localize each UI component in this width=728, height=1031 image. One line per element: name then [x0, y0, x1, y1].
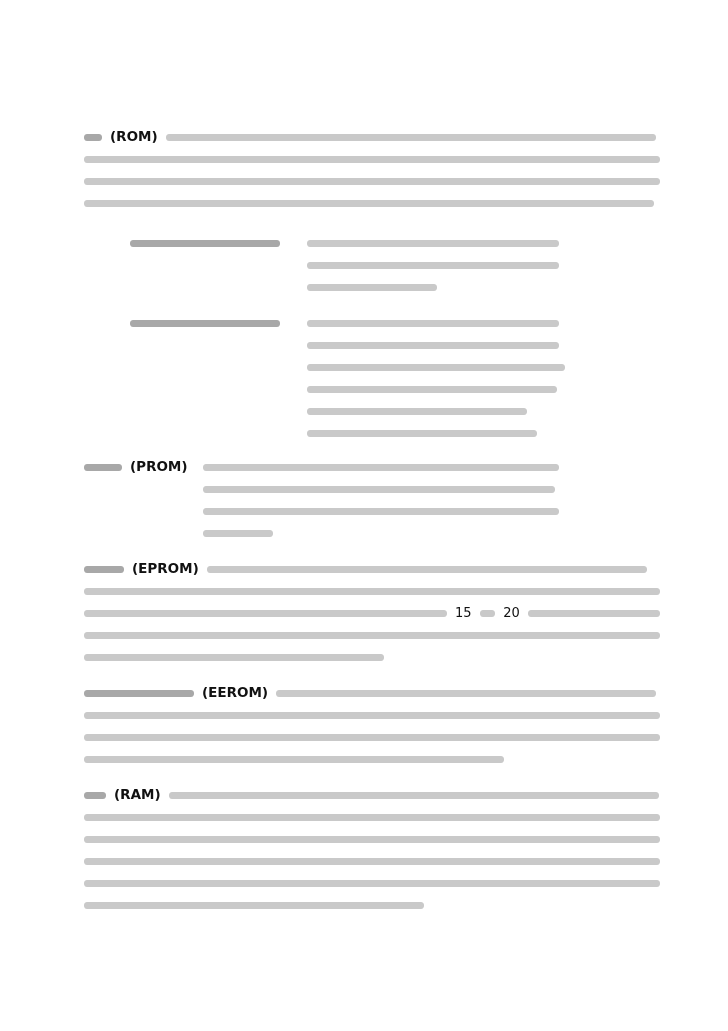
text-line	[203, 500, 563, 522]
text-line	[307, 400, 567, 422]
text-line	[84, 624, 660, 646]
sub-item-b-text	[307, 312, 567, 444]
text-line	[84, 170, 660, 192]
rom-term: (ROM)	[110, 129, 158, 145]
text-line	[307, 356, 567, 378]
text-line	[84, 850, 660, 872]
text-line	[203, 522, 563, 544]
text-line	[307, 378, 567, 400]
text-line	[84, 704, 660, 726]
text-line	[203, 456, 563, 478]
text-line	[307, 276, 567, 298]
text-line	[307, 254, 567, 276]
prom-heading	[84, 456, 204, 478]
text-line	[84, 148, 660, 170]
text-line	[84, 894, 660, 916]
sub-item-a-text	[307, 232, 567, 298]
text-line	[307, 334, 567, 356]
text-line	[84, 646, 660, 668]
eprom-paragraph	[84, 558, 660, 668]
text-line	[84, 558, 660, 580]
text-line	[307, 312, 567, 334]
text-line	[130, 312, 290, 334]
text-line	[130, 232, 290, 254]
text-line	[307, 232, 567, 254]
text-line	[84, 806, 660, 828]
sub-item-b-label	[130, 312, 290, 334]
sub-item-a-label	[130, 232, 290, 254]
rom-paragraph	[84, 126, 660, 214]
text-line	[84, 828, 660, 850]
text-line	[84, 784, 660, 806]
text-line	[84, 682, 660, 704]
prom-text	[203, 456, 563, 544]
eerom-term: (EEROM)	[202, 685, 269, 701]
eprom-term: (EPROM)	[132, 561, 199, 577]
text-line	[84, 726, 660, 748]
text-line	[84, 580, 660, 602]
ram-term: (RAM)	[114, 787, 161, 803]
text-line	[84, 602, 660, 624]
eprom-number-15: 15	[454, 605, 472, 621]
text-line	[203, 478, 563, 500]
prom-term: (PROM)	[130, 459, 188, 475]
text-line	[84, 748, 660, 770]
ram-paragraph	[84, 784, 660, 916]
text-line	[84, 192, 660, 214]
text-line	[84, 126, 660, 148]
eerom-paragraph	[84, 682, 660, 770]
text-line	[84, 872, 660, 894]
text-line	[307, 422, 567, 444]
eprom-number-20: 20	[503, 605, 520, 621]
text-line	[84, 456, 204, 478]
